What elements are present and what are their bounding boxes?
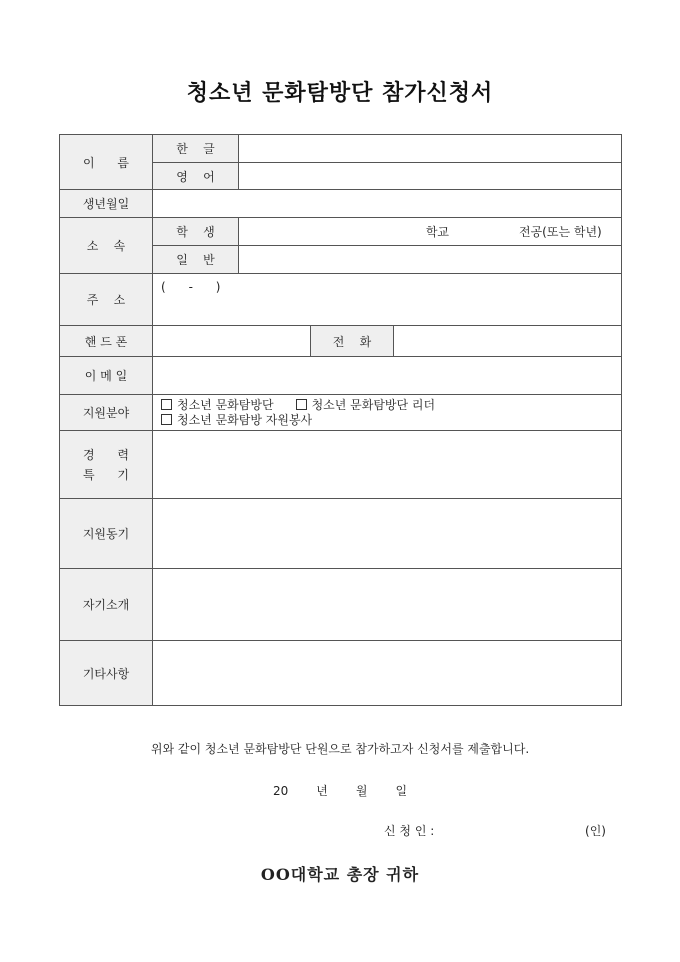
student-school-text: 학교 — [425, 225, 449, 239]
applicant-label: 신 청 인 : — [384, 824, 435, 838]
career-label — [60, 431, 153, 499]
intro-field[interactable] — [153, 569, 622, 641]
career-label-line2: 특 기 — [82, 467, 130, 482]
mobile-field[interactable] — [153, 326, 311, 357]
field-option-leader[interactable]: 청소년 문화탐방단 리더 — [296, 398, 436, 413]
motivation-label: 지원동기 — [60, 499, 153, 569]
seal-mark: (인) — [585, 824, 606, 838]
career-label-line1: 경 력 — [82, 447, 130, 462]
field-option-volunteer[interactable]: 청소년 문화탐방 자원봉사 — [161, 413, 312, 428]
birthdate-label: 생년월일 — [60, 190, 153, 218]
date-month: 월 — [355, 784, 368, 798]
motivation-field[interactable] — [153, 499, 622, 569]
student-label: 학 생 — [153, 218, 239, 246]
other-field[interactable] — [153, 641, 622, 706]
general-label: 일 반 — [153, 246, 239, 274]
general-field[interactable] — [239, 246, 622, 274]
phone-label: 전 화 — [311, 326, 394, 357]
field-label: 지원분야 — [60, 395, 153, 431]
phone-field[interactable] — [394, 326, 622, 357]
addressee: OO대학교 총장 귀하 — [260, 865, 420, 884]
name-label: 이 름 — [60, 135, 153, 190]
name-korean-label: 한 글 — [153, 135, 239, 163]
name-english-field[interactable] — [239, 163, 622, 190]
career-field[interactable] — [153, 431, 622, 499]
date-year: 년 — [316, 784, 328, 798]
email-label: 이 메 일 — [60, 357, 153, 395]
student-major-text: 전공(또는 학년) — [519, 225, 602, 239]
student-field[interactable] — [239, 218, 622, 246]
name-english-label: 영 어 — [153, 163, 239, 190]
page-title: 청소년 문화탐방단 참가신청서 — [186, 80, 494, 106]
other-label: 기타사항 — [60, 641, 153, 706]
field-options — [153, 395, 622, 431]
intro-label: 자기소개 — [60, 569, 153, 641]
date-day: 일 — [395, 784, 408, 798]
checkbox-icon[interactable] — [161, 399, 172, 410]
address-label: 주 소 — [60, 274, 153, 326]
birthdate-field[interactable] — [153, 190, 622, 218]
checkbox-icon[interactable] — [296, 399, 307, 410]
name-korean-field[interactable] — [239, 135, 622, 163]
date-line — [0, 782, 680, 799]
address-field[interactable] — [153, 274, 622, 326]
declaration-statement: 위와 같이 청소년 문화탐방단 단원으로 참가하고자 신청서를 제출합니다. — [150, 742, 530, 756]
date-prefix: 20 — [272, 784, 289, 798]
email-field[interactable] — [153, 357, 622, 395]
affiliation-label: 소 속 — [60, 218, 153, 274]
application-form — [59, 134, 622, 706]
field-option-corps[interactable]: 청소년 문화탐방단 — [161, 398, 274, 413]
mobile-label: 핸 드 폰 — [60, 326, 153, 357]
applicant-line — [384, 822, 606, 839]
address-postcode-text: ( - ) — [161, 280, 221, 294]
checkbox-icon[interactable] — [161, 414, 172, 425]
